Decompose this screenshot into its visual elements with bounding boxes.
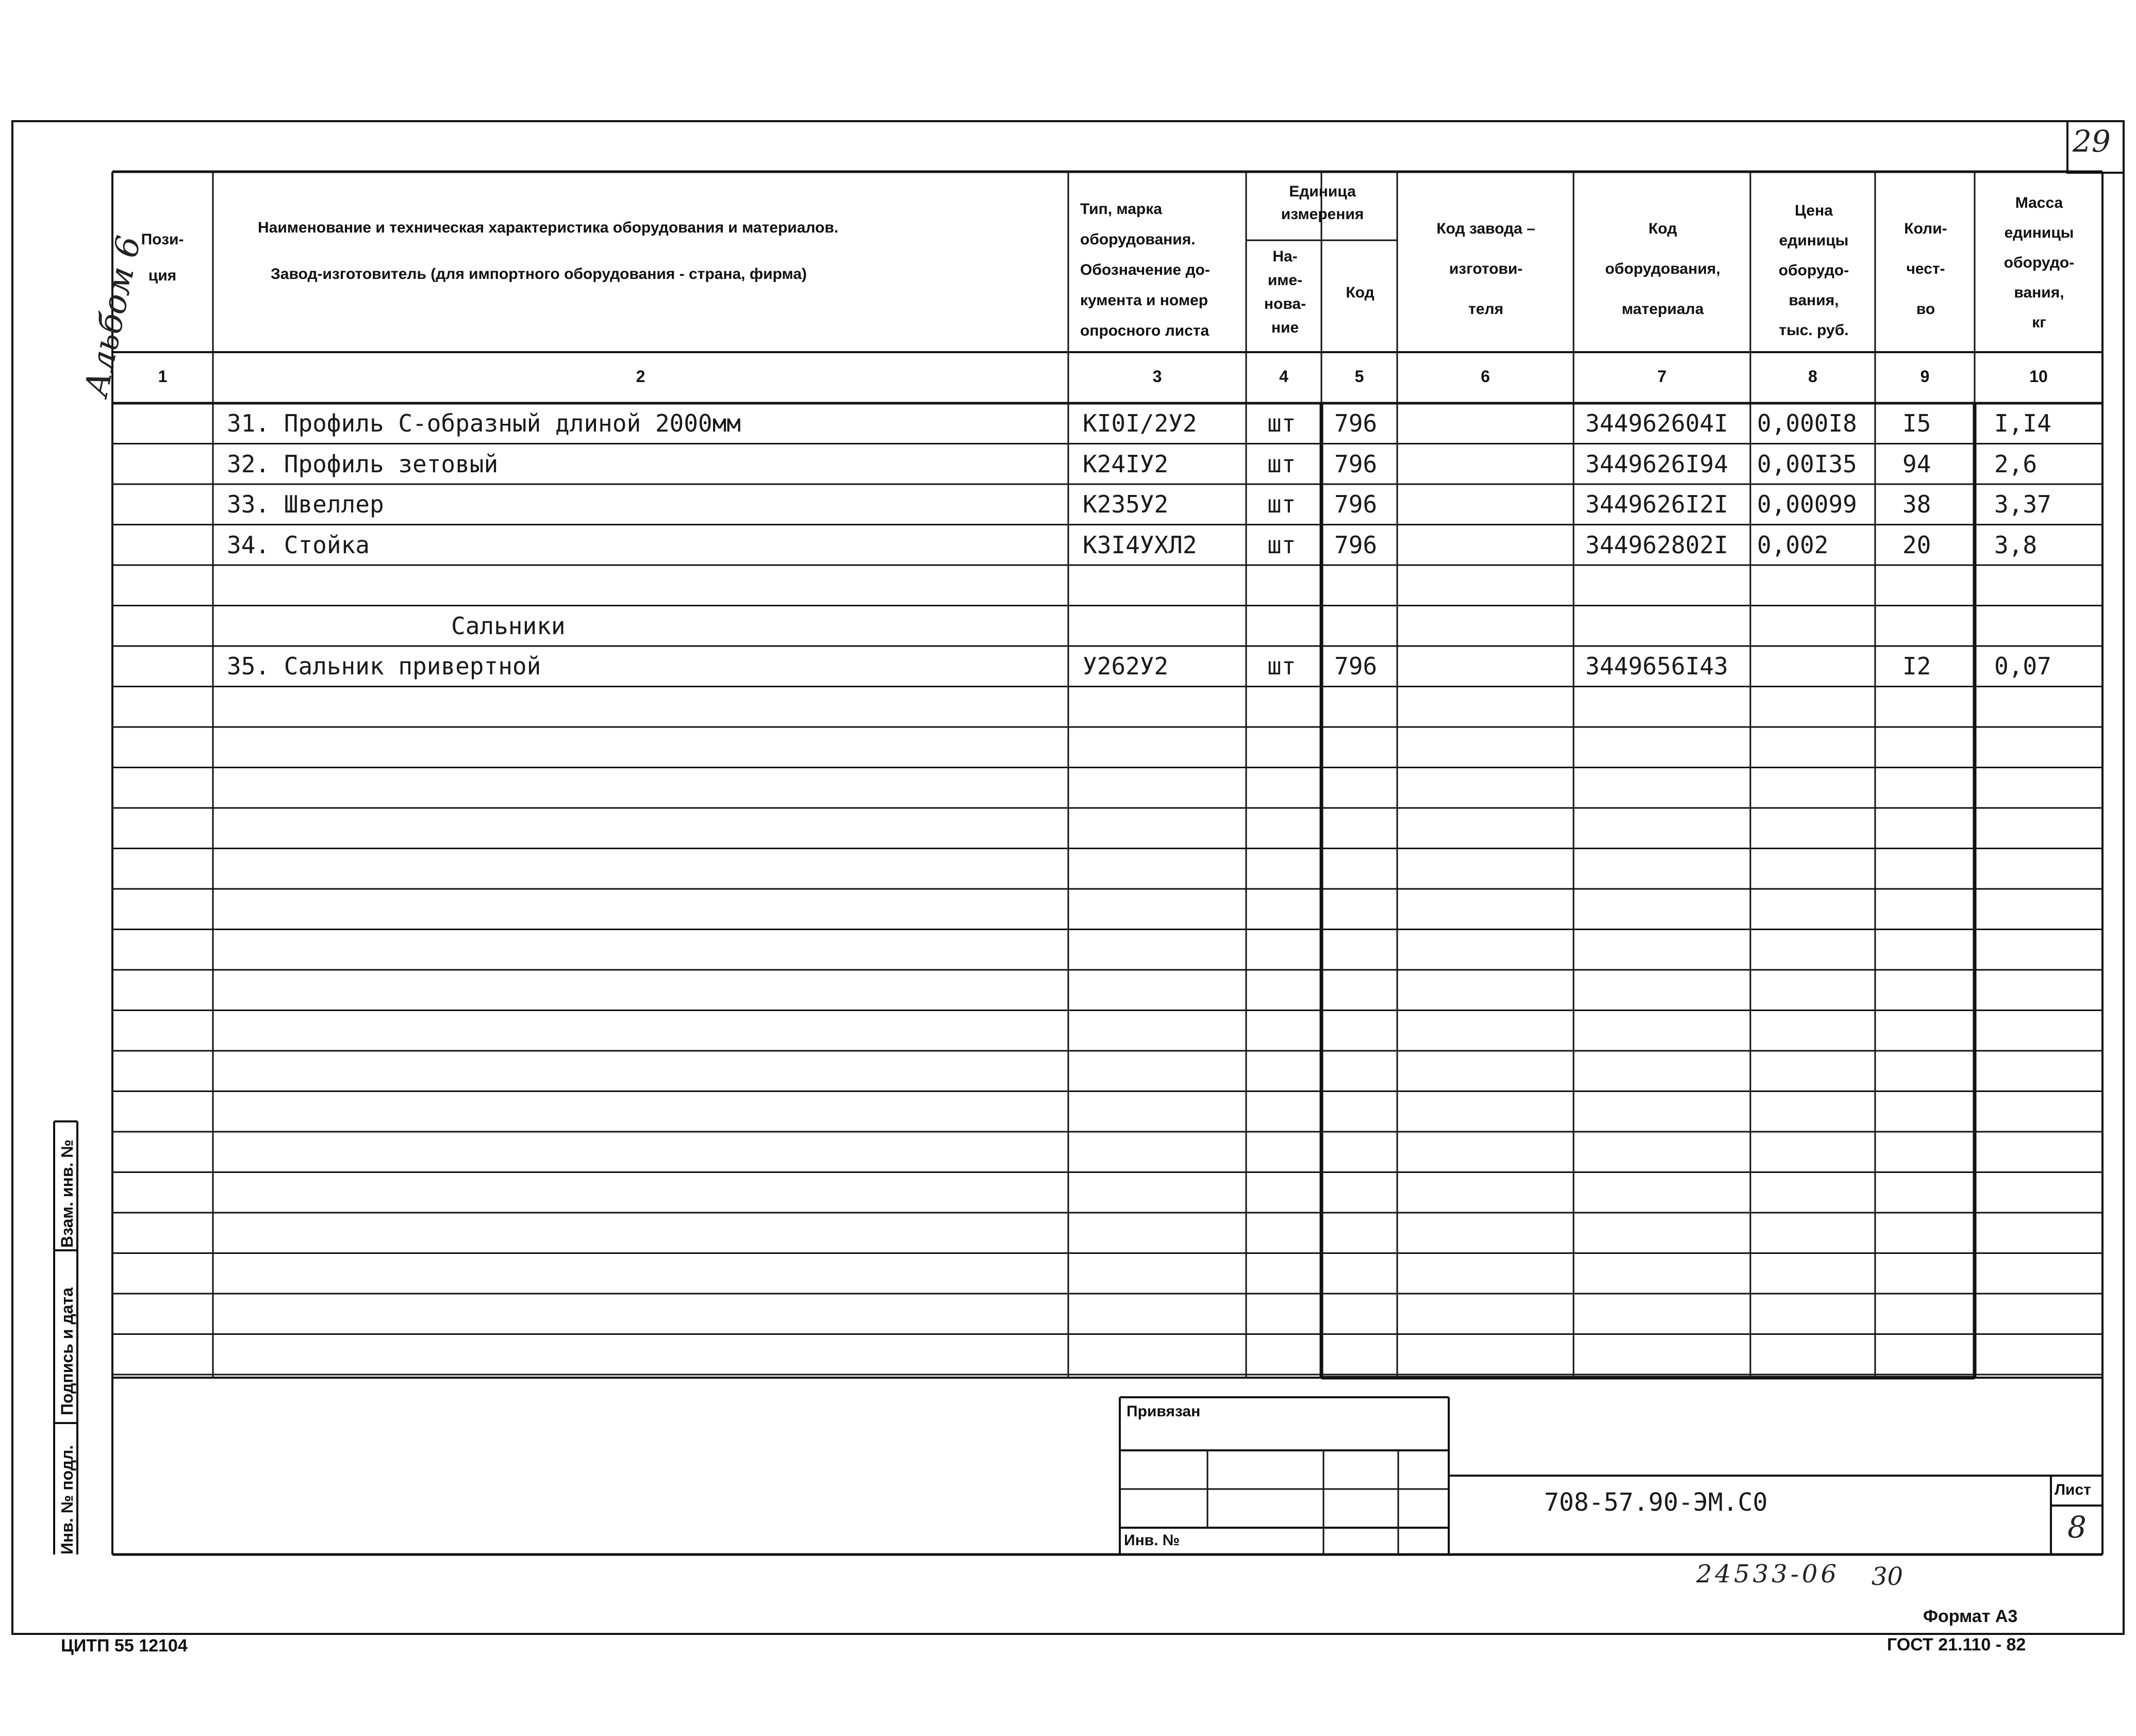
header-equipment-code: Код оборудования, материала — [1605, 220, 1720, 318]
item-unit: шт — [1267, 409, 1296, 437]
column-number-6: 6 — [1481, 367, 1490, 386]
column-number-4: 4 — [1279, 367, 1288, 386]
album-label: Альбом 6 — [77, 233, 149, 400]
item-name: Сальники — [451, 611, 566, 640]
handwritten-reference-2: 30 — [1872, 1562, 1903, 1591]
column-number-5: 5 — [1354, 367, 1364, 386]
item-type: К24IУ2 — [1083, 450, 1169, 478]
item-unit: шт — [1267, 652, 1296, 680]
item-mass: 2,6 — [1994, 450, 2038, 478]
header-unit-name: На- име- нова- ние — [1264, 248, 1306, 336]
item-unit: шт — [1267, 450, 1296, 478]
handwritten-reference: 24533-06 — [1696, 1560, 1840, 1589]
item-mass: 0,07 — [1994, 652, 2051, 680]
item-price: 0,000I8 — [1757, 409, 1857, 437]
item-unit: шт — [1267, 490, 1296, 518]
column-number-10: 10 — [2029, 367, 2048, 386]
side-label-original-inv: Инв. № подл. — [58, 1445, 76, 1555]
column-number-9: 9 — [1920, 367, 1930, 386]
header-factory-code: Код завода – изготови- теля — [1436, 220, 1535, 318]
format-label: Формат А3 — [1923, 1607, 2018, 1626]
item-mass: I,I4 — [1994, 409, 2051, 437]
item-unit-code: 796 — [1334, 531, 1378, 559]
column-number-7: 7 — [1657, 367, 1667, 386]
item-type: У262У2 — [1083, 652, 1169, 680]
item-equipment-code: 344962802I — [1585, 531, 1728, 559]
item-quantity: 20 — [1902, 531, 1931, 559]
item-unit-code: 796 — [1334, 450, 1378, 478]
sheet-label: Лист — [2055, 1481, 2091, 1498]
item-name: 33. Швеллер — [227, 490, 384, 518]
item-name: 34. Стойка — [227, 531, 370, 559]
item-equipment-code: 3449626I2I — [1585, 490, 1728, 518]
header-price: Цена единицы оборудо- вания, тыс. руб. — [1778, 202, 1849, 339]
header-name-line2: Завод-изготовитель (для импортного оборудования - страна, фирма) — [271, 266, 807, 283]
item-mass: 3,37 — [1994, 490, 2051, 518]
stamp-inv-no: Инв. № — [1124, 1532, 1180, 1549]
item-quantity: 38 — [1902, 490, 1931, 518]
item-mass: 3,8 — [1994, 531, 2038, 559]
item-type: КI0I/2У2 — [1083, 409, 1197, 437]
item-unit: шт — [1267, 531, 1296, 559]
item-quantity: I5 — [1902, 409, 1931, 437]
column-number-8: 8 — [1808, 367, 1817, 386]
item-name: 31. Профиль С-образный длиной 2000мм — [227, 409, 741, 437]
item-price: 0,002 — [1757, 531, 1829, 559]
header-unit-code: Код — [1346, 284, 1375, 301]
item-type: К235У2 — [1083, 490, 1169, 518]
item-quantity: I2 — [1902, 652, 1931, 680]
column-number-3: 3 — [1152, 367, 1162, 386]
header-name-line1: Наименование и техническая характеристика оборудования и материалов. — [258, 219, 839, 236]
column-number-1: 1 — [158, 367, 168, 386]
item-unit-code: 796 — [1334, 652, 1378, 680]
item-equipment-code: 3449626I94 — [1585, 450, 1728, 478]
item-name: 32. Профиль зетовый — [227, 450, 499, 478]
header-unit-of-measure: Единица измерения — [1281, 183, 1364, 223]
item-unit-code: 796 — [1334, 490, 1378, 518]
page-number: 29 — [2073, 124, 2111, 159]
document-code: 708-57.90-ЭМ.С0 — [1544, 1488, 1768, 1517]
header-position: Пози- ция — [141, 231, 184, 284]
item-quantity: 94 — [1902, 450, 1931, 478]
org-code: ЦИТП 55 12104 — [61, 1636, 188, 1656]
item-price: 0,00I35 — [1757, 450, 1857, 478]
stamp-privyazan: Привязан — [1127, 1403, 1201, 1420]
item-equipment-code: 344962604I — [1585, 409, 1728, 437]
header-mass: Масса единицы оборудо- вания, кг — [2003, 194, 2075, 331]
item-equipment-code: 3449656I43 — [1585, 652, 1728, 680]
column-number-2: 2 — [636, 367, 645, 386]
header-quantity: Коли- чест- во — [1904, 220, 1947, 318]
item-unit-code: 796 — [1334, 409, 1378, 437]
gost-label: ГОСТ 21.110 - 82 — [1887, 1635, 2026, 1655]
side-label-replacement-inv: Взам. инв. № — [58, 1139, 76, 1248]
item-type: К3I4УХЛ2 — [1083, 531, 1197, 559]
header-type: Тип, марка оборудования. Обозначение до- кумента и номер опросного листа — [1080, 201, 1210, 339]
item-name: 35. Сальник привертной — [227, 652, 541, 680]
side-label-signature-date: Подпись и дата — [58, 1287, 76, 1415]
sheet-number: 8 — [2067, 1510, 2087, 1545]
item-price: 0,00099 — [1757, 490, 1857, 518]
